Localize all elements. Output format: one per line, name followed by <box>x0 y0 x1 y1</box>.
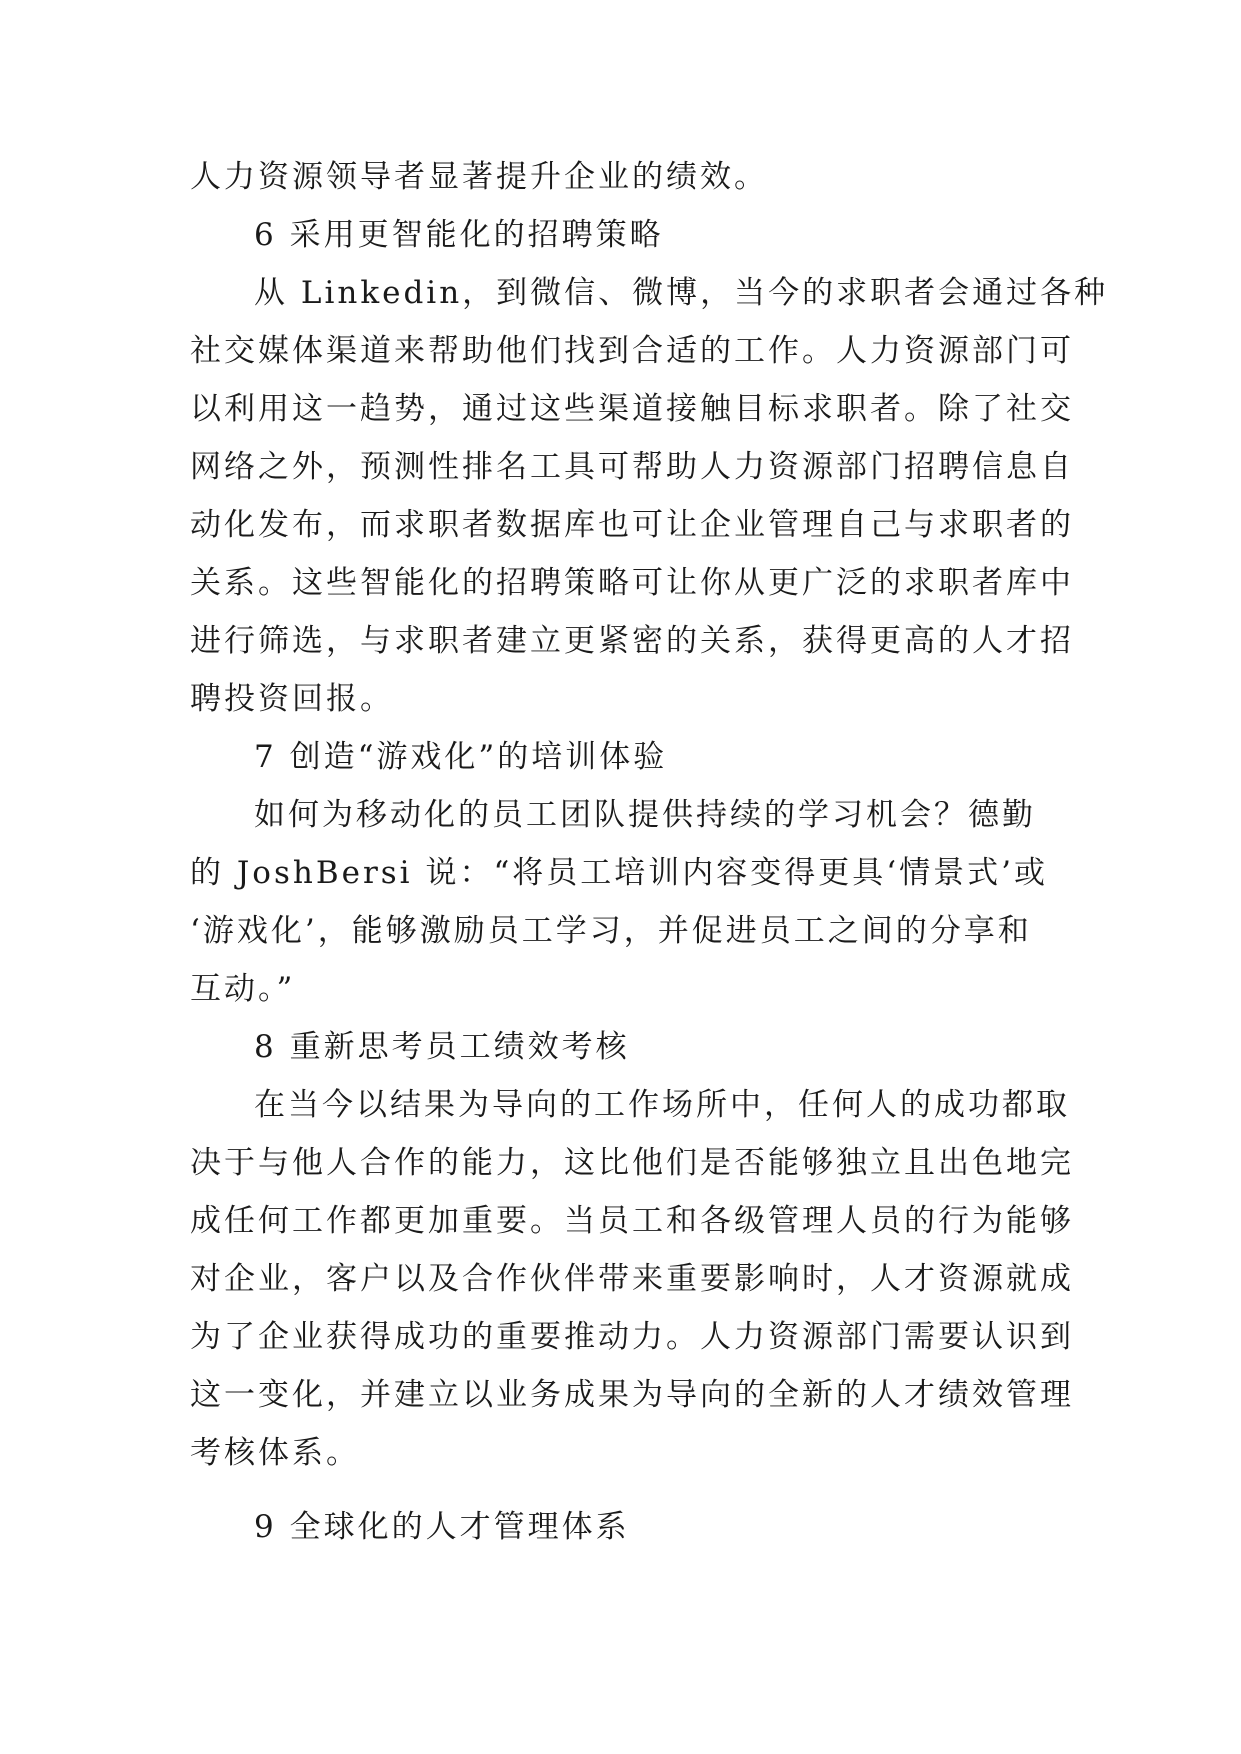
text-line: 从 Linkedin，到微信、微博，当今的求职者会通过各种 <box>254 275 1109 311</box>
text-line: 互动。” <box>190 971 296 1007</box>
body-text-part-1 <box>190 148 1109 1482</box>
text-line: 成任何工作都更加重要。当员工和各级管理人员的行为能够 <box>190 1203 1074 1239</box>
text-line: 进行筛选，与求职者建立更紧密的关系，获得更高的人才招 <box>190 623 1074 659</box>
text-line: 对企业，客户以及合作伙伴带来重要影响时，人才资源就成 <box>190 1261 1074 1297</box>
text-line: 关系。这些智能化的招聘策略可让你从更广泛的求职者库中 <box>190 565 1074 601</box>
text-line: 考核体系。 <box>190 1435 360 1471</box>
body-text-part-2 <box>190 1498 1054 1556</box>
text-line: 在当今以结果为导向的工作场所中，任何人的成功都取 <box>254 1087 1070 1123</box>
text-line: 动化发布，而求职者数据库也可让企业管理自己与求职者的 <box>190 507 1074 543</box>
text-line: 为了企业获得成功的重要推动力。人力资源部门需要认识到 <box>190 1319 1074 1355</box>
text-line: 决于与他人合作的能力，这比他们是否能够独立且出色地完 <box>190 1145 1074 1181</box>
text-line: 人力资源领导者显著提升企业的绩效。 <box>190 159 768 195</box>
text-line: 社交媒体渠道来帮助他们找到合适的工作。人力资源部门可 <box>190 333 1074 369</box>
text-line: 聘投资回报。 <box>190 681 394 717</box>
section-heading-8: 8 重新思考员工绩效考核 <box>254 1029 630 1065</box>
section-heading-6: 6 采用更智能化的招聘策略 <box>254 217 664 253</box>
text-line: 如何为移动化的员工团队提供持续的学习机会？德勤 <box>254 797 1036 833</box>
text-line: 的 JoshBersi 说：“将员工培训内容变得更具‘情景式’或 <box>190 855 1048 891</box>
section-heading-7: 7 创造“游戏化”的培训体验 <box>254 739 668 775</box>
text-line: 网络之外，预测性排名工具可帮助人力资源部门招聘信息自 <box>190 449 1074 485</box>
text-line: 以利用这一趋势，通过这些渠道接触目标求职者。除了社交 <box>190 391 1074 427</box>
text-line: ‘游戏化’，能够激励员工学习，并促进员工之间的分享和 <box>190 913 1032 949</box>
text-line: 这一变化，并建立以业务成果为导向的全新的人才绩效管理 <box>190 1377 1074 1413</box>
section-heading-9: 9 全球化的人才管理体系 <box>254 1509 630 1545</box>
